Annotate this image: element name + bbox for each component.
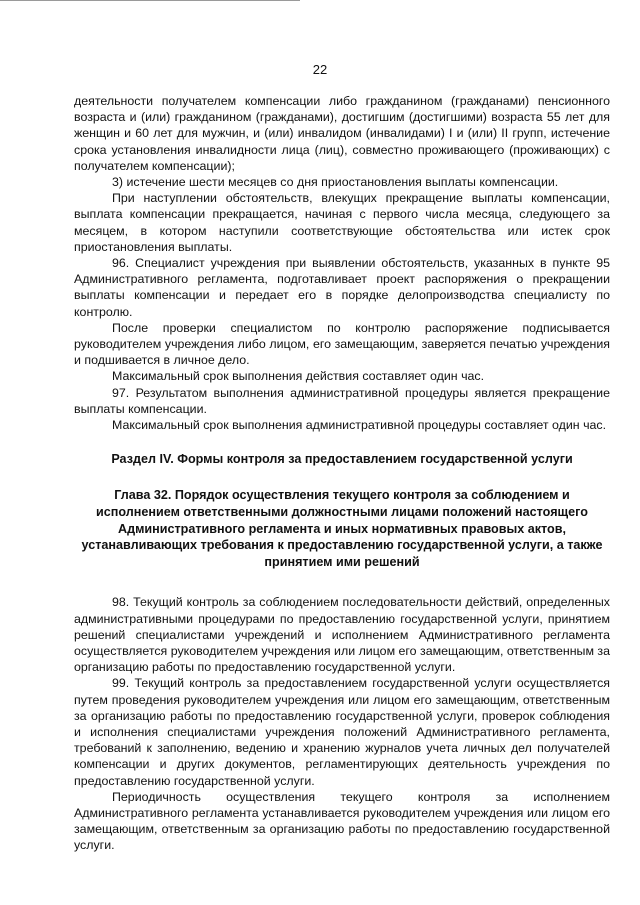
paragraph-max-time-procedure: Максимальный срок выполнения административной процедуры составляет один час. — [112, 418, 607, 433]
section-heading: Раздел IV. Формы контроля за предоставлением государственной услуги — [111, 452, 573, 467]
paragraph-item-3: 3) истечение шести месяцев со дня приостановления выплаты компенсации. — [112, 175, 559, 190]
paragraph-after-check: После проверки специалистом по контролю распоряжение подписывается руководителем учреждения либо лицом, его замещающим, заверяется печатью учреждения и подшивается в личное дело. — [74, 320, 610, 368]
chapter-heading: Глава 32. Порядок осуществления текущего контроля за соблюдением и исполнением ответственными должностными лицами положений настоящего Административного регламента и иных нормативных правовых актов, устанавливающих требования к предоставлению государственной услуги, а также принятием ими решений — [81, 488, 603, 569]
paragraph-96: 96. Специалист учреждения при выявлении обстоятельств, указанных в пункте 95 Административного регламента, подготавливает проект распоряжения о прекращении выплаты компенсации и передает его в порядке делопроизводства специалисту по контролю. — [74, 256, 610, 319]
page-number: 22 — [312, 62, 328, 77]
paragraph-98: 98. Текущий контроль за соблюдением последовательности действий, определенных административными процедурами по предоставлению государственной услуги, принятием решений специалистами учреждений и исполнением Административного регламента осуществляется руководителем учреждения или лицом его замещающим, ответственным за организацию работы по предоставлению государственной услуги. — [74, 595, 610, 675]
paragraph-periodicity: Периодичность осуществления текущего контроля за исполнением Административного регламента устанавливается руководителем учреждения или лицом его замещающим, ответственным за организацию работы по предоставлению государственной услуги. — [74, 789, 610, 853]
document-body — [74, 93, 610, 854]
paragraph-99: 99. Текущий контроль за предоставлением государственной услуги осуществляется путем проведения руководителем учреждения или лицом его замещающим, ответственным за организацию работы по предоставлению государственной услуги, проверок соблюдения и исполнения специалистами учреждения положений Административного регламента, требований к заполнению, ведению и хранению журналов учета личных дел получателей компенсации и других документов, регламентирующих деятельность учреждения по предоставлению государственной услуги. — [74, 676, 610, 788]
paragraph-continuation: деятельности получателем компенсации либо гражданином (гражданами) пенсионного возраста и (или) гражданином (гражданами), достигшим (достигшими) возраста 55 лет для женщин и 60 лет для мужчин, и (или) инвалидом (инвалидами) I и (или) II групп, истечение срока установления инвалидности лица (лиц), совместно проживающего (проживающих) с получателем компенсации); — [74, 94, 610, 173]
paragraph-max-time-action: Максимальный срок выполнения действия составляет один час. — [112, 369, 485, 384]
paragraph-termination: При наступлении обстоятельств, влекущих прекращение выплаты компенсации, выплата компенсации прекращается, начиная с первого числа месяца, следующего за месяцем, в котором наступили соответствующие обстоятельства или истек срок приостановления выплаты. — [74, 191, 610, 254]
paragraph-97: 97. Результатом выполнения административной процедуры является прекращение выплаты компенсации. — [74, 385, 610, 416]
top-edge-line — [0, 0, 300, 1]
